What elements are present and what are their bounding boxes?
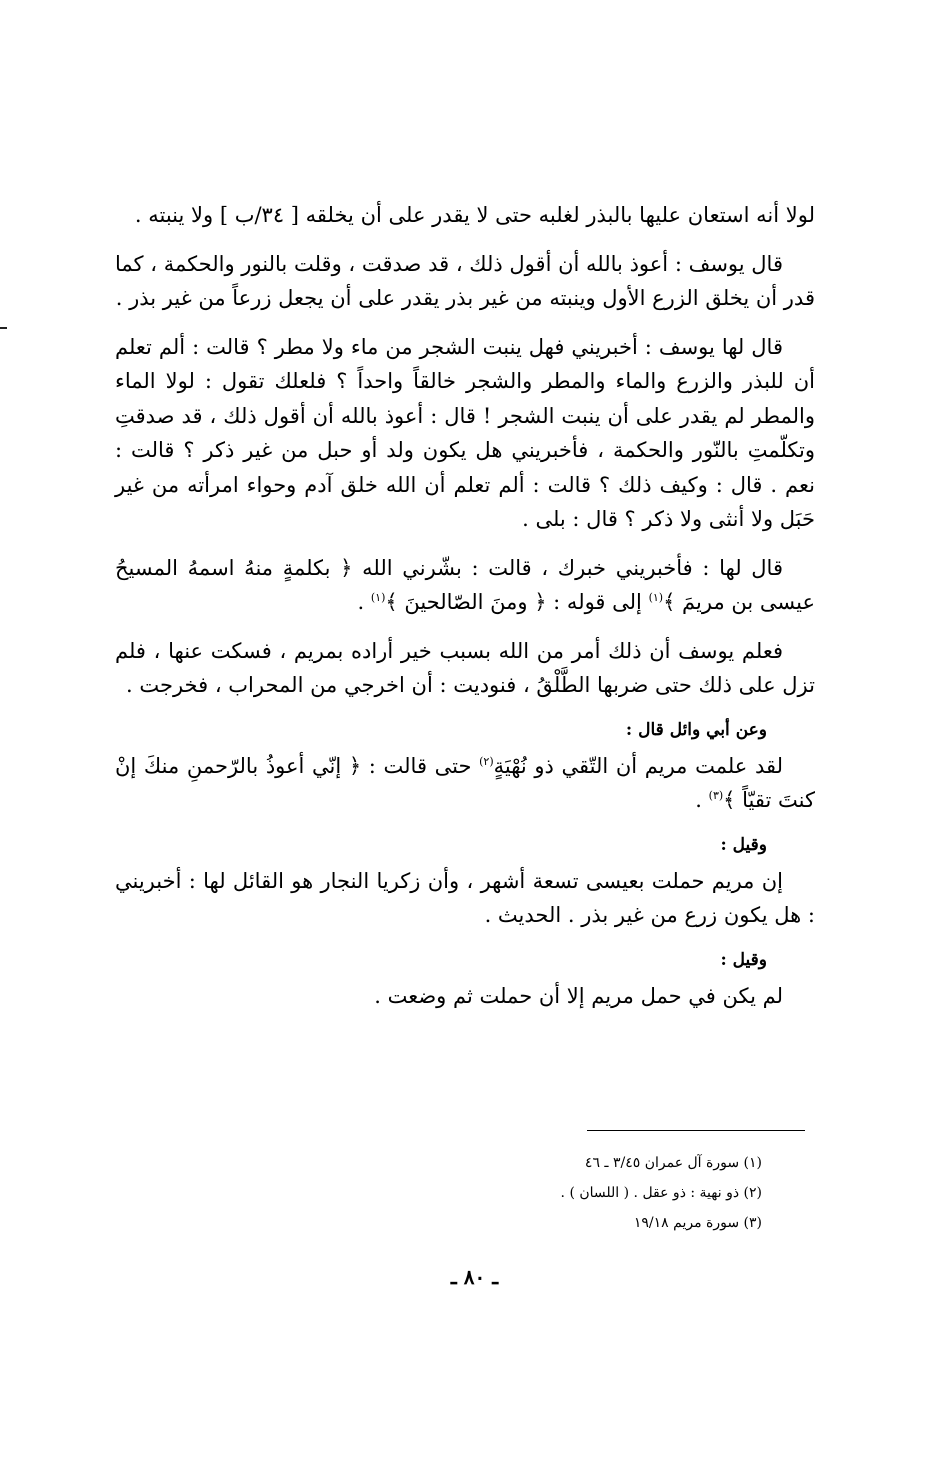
paragraph-text: . (357, 590, 371, 614)
paragraph: لولا أنه استعان عليها بالبذر لغلبه حتى لا يقدر على أن يخلقه [ ٣٤/ب ] ولا ينبته . (134, 203, 815, 227)
footnote-marker: (٣) (708, 789, 724, 802)
paragraph-text: حتى قالت : ﴿ إنّي أعوذُ بالرّحمنِ منكَ إنْ كنتَ تقيّاً ﴾ (115, 753, 815, 812)
page-number: ـ ٨٠ ـ (450, 1265, 499, 1289)
footnotes (400, 1148, 762, 1238)
footnote: (٣) سورة مريم ١٩/١٨ (633, 1215, 762, 1231)
footnote-marker: (١) (370, 591, 386, 604)
footnote: (١) سورة آل عمران ٣/٤٥ ـ ٤٦ (584, 1155, 762, 1171)
paragraph-with-footnotes (115, 749, 815, 818)
paragraph: لم يكن في حمل مريم إلا أن حملت ثم وضعت . (374, 983, 783, 1008)
section-heading: وقيل : (720, 834, 767, 855)
paragraph-text: قال لها : فأخبريني خبرك ، قالت : بشّرني الله ﴿ بكلمةٍ منهُ اسمهُ المسيحُ عيسى بن مريمَ ﴾ (115, 555, 815, 614)
margin-mark (0, 327, 7, 329)
paragraph: فعلم يوسف أن ذلك أمر من الله بسبب خير أراده بمريم ، فسكت عنها ، فلم تزل على ذلك حتى ضربها الطَّلْقُ ، فنوديت : أن اخرجي من المحراب ، فخرجت . (115, 638, 815, 697)
paragraph-with-footnotes (115, 551, 815, 620)
paragraph-text: لقد علمت مريم أن التّقي ذو نُهْيَةٍ (493, 753, 784, 778)
paragraph-text: إلى قوله : ﴿ ومنَ الصّالحينَ ﴾ (385, 590, 649, 614)
paragraph-text: . (695, 788, 709, 812)
section-heading: وعن أبي وائل قال : (625, 719, 767, 740)
footnote: (٢) ذو نهية : ذو عقل . ( اللسان ) . (560, 1185, 762, 1201)
paragraph: قال لها يوسف : أخبريني فهل ينبت الشجر من ماء ولا مطر ؟ قالت : ألم تعلم أن للبذر والزرع والماء والمطر والشجر خالقاً واحداً ؟ فلعلك تقول : لولا الماء والمطر لم يقدر على أن ينبت الشجر ! قال : أعوذ بالله أن أقول ذلك ، قد صدقتِ وتكلّمتِ بالنّور والحكمة ، فأخبريني هل يكون ولد أو حبل من غير ذكر ؟ قالت : نعم . قال : وكيف ذلك ؟ قالت : ألم تعلم أن الله خلق آدم وحواء امرأته من غير حَبَل ولا أنثى ولا ذكر ؟ قال : بلى . (115, 334, 816, 531)
paragraph: قال يوسف : أعوذ بالله أن أقول ذلك ، قد صدقت ، وقلت بالنور والحكمة ، كما قدر أن يخلق الزرع الأول وينبته من غير بذر يقدر على أن يجعل زرعاً من غير بذر . (115, 251, 815, 310)
section-heading: وقيل : (720, 949, 767, 970)
footnote-marker: (٢) (479, 754, 494, 768)
footnote-divider (587, 1130, 805, 1131)
paragraph: إن مريم حملت بعيسى تسعة أشهر ، وأن زكريا النجار هو القائل لها : أخبريني : هل يكون زرع من غير بذر . الحديث . (115, 868, 815, 927)
main-text (115, 198, 815, 1027)
footnote-marker: (١) (648, 591, 664, 604)
